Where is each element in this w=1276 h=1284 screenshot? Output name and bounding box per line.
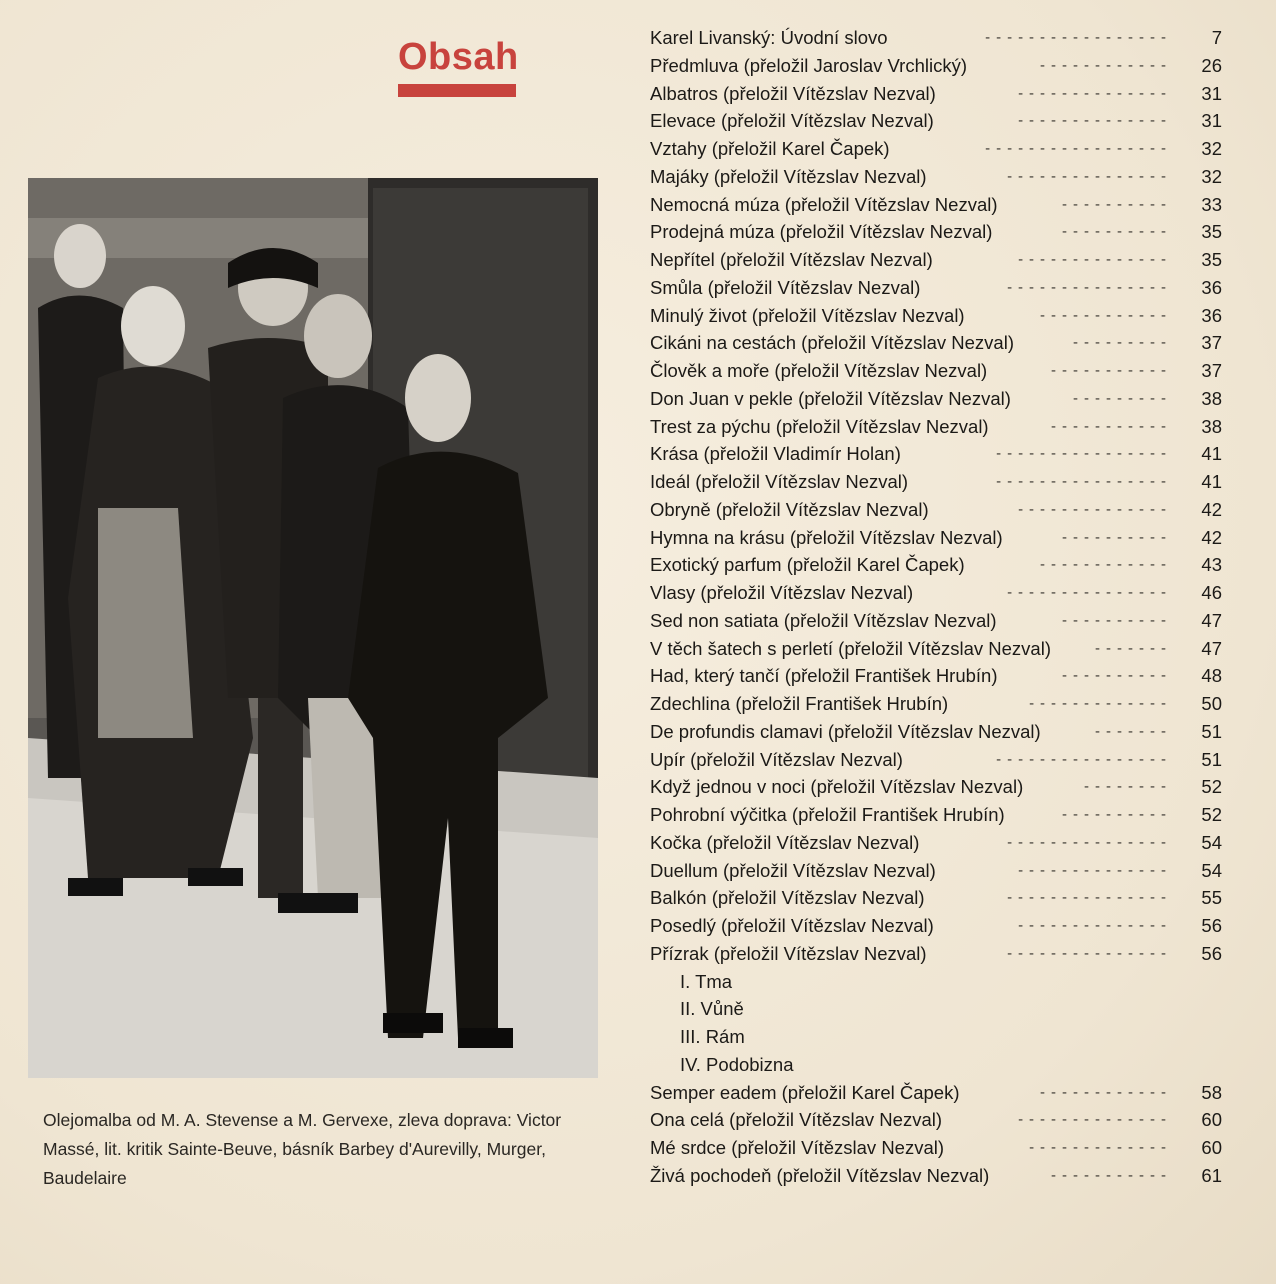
toc-subentry	[650, 1051, 1230, 1079]
toc-leader-dashes: -------------	[1029, 695, 1172, 712]
toc-entry-title: Don Juan v pekle (přeložil Vítězslav Nezval)	[650, 387, 1011, 409]
toc-leader-dashes: ---------	[1073, 334, 1172, 352]
toc-entry-page: 33	[1201, 193, 1222, 215]
toc-entry	[650, 357, 1230, 385]
toc-entry	[650, 1162, 1230, 1190]
toc-leader-dashes: -------------	[1029, 1139, 1172, 1156]
toc-entry-page: 37	[1201, 332, 1222, 354]
toc-leader-dashes: --------------	[1018, 861, 1172, 879]
toc-leader-dashes: ---------------	[1007, 889, 1172, 907]
toc-entry-title: Vlasy (přeložil Vítězslav Nezval)	[650, 582, 914, 603]
toc-leader-dashes: -----------------	[985, 140, 1172, 157]
toc-entry-page: 31	[1201, 82, 1222, 104]
toc-entry	[650, 385, 1230, 413]
toc-entry	[650, 857, 1230, 885]
toc-entry-page: 61	[1201, 1164, 1222, 1186]
toc-entry-title: Elevace (přeložil Vítězslav Nezval)	[650, 110, 934, 132]
toc-entry-title: Ideál (přeložil Vítězslav Nezval)	[650, 471, 909, 492]
toc-entry	[650, 329, 1230, 357]
toc-leader-dashes: ----------	[1062, 667, 1172, 685]
toc-entry-page: 36	[1201, 276, 1222, 298]
toc-entry	[650, 80, 1230, 108]
toc-entry-page: 54	[1201, 859, 1222, 881]
toc-entry-title: Semper eadem (přeložil Karel Čapek)	[650, 1081, 960, 1103]
toc-entry	[650, 135, 1230, 163]
toc-leader-dashes: -------	[1095, 722, 1172, 740]
toc-entry-title: Přízrak (přeložil Vítězslav Nezval)	[650, 942, 927, 964]
toc-entry-title: Balkón (přeložil Vítězslav Nezval)	[650, 887, 925, 909]
toc-entry	[650, 551, 1230, 579]
toc-leader-dashes: ----------------	[996, 445, 1172, 463]
toc-leader-dashes: ---------------	[1007, 278, 1172, 296]
toc-entry-page: 35	[1201, 249, 1222, 270]
toc-entry-page: 56	[1201, 915, 1222, 936]
toc-entry-page: 35	[1201, 221, 1222, 243]
toc-entry	[650, 579, 1230, 607]
toc-leader-dashes: -----------	[1051, 1166, 1172, 1184]
toc-entry	[650, 468, 1230, 496]
toc-entry-page: 52	[1201, 776, 1222, 798]
toc-entry	[650, 496, 1230, 524]
toc-entry	[650, 524, 1230, 552]
toc-entry	[650, 801, 1230, 829]
toc-entry-page: 51	[1201, 748, 1222, 770]
toc-leader-dashes: --------------	[1018, 251, 1172, 268]
toc-entry-title: Člověk a moře (přeložil Vítězslav Nezval)	[650, 360, 988, 381]
toc-entry-title: I. Tma	[680, 970, 733, 992]
toc-leader-dashes: ----------	[1062, 528, 1172, 546]
toc-entry-title: Majáky (přeložil Vítězslav Nezval)	[650, 165, 927, 187]
toc-entry-page: 50	[1201, 693, 1222, 714]
toc-entry-page: 37	[1201, 360, 1222, 381]
toc-leader-dashes: --------------	[1018, 84, 1172, 102]
toc-leader-dashes: --------------	[1018, 112, 1172, 130]
toc-entry	[650, 246, 1230, 274]
toc-entry-title: Exotický parfum (přeložil Karel Čapek)	[650, 554, 965, 576]
toc-entry-title: Mé srdce (přeložil Vítězslav Nezval)	[650, 1137, 945, 1158]
toc-entry	[650, 718, 1230, 746]
toc-entry	[650, 1106, 1230, 1134]
photo-caption: Olejomalba od M. A. Stevense a M. Gervexe, zleva doprava: Victor Massé, lit. kritik Sainte-Beuve, básník Barbey d'Aurevilly, Murger, Baudelaire	[43, 1110, 562, 1188]
painting-photo	[28, 178, 598, 1078]
toc-entry	[650, 746, 1230, 774]
toc-leader-dashes: ------------	[1040, 56, 1172, 74]
toc-entry	[650, 607, 1230, 635]
toc-leader-dashes: -------	[1095, 639, 1172, 657]
toc-entry	[650, 940, 1230, 968]
toc-entry-page: 31	[1201, 110, 1222, 132]
toc-entry-page: 32	[1201, 165, 1222, 187]
toc-entry-title: IV. Podobizna	[680, 1053, 794, 1075]
toc-leader-dashes: ----------	[1062, 223, 1172, 241]
toc-entry	[650, 218, 1230, 246]
toc-entry-page: 47	[1201, 637, 1222, 659]
toc-leader-dashes: -----------	[1051, 417, 1172, 435]
toc-entry-page: 56	[1201, 942, 1222, 964]
toc-entry-page: 38	[1201, 387, 1222, 409]
toc-entry-page: 47	[1201, 609, 1222, 631]
toc-entry-page: 36	[1201, 304, 1222, 326]
toc-entry	[650, 662, 1230, 690]
toc-entry	[650, 635, 1230, 663]
toc-entry	[650, 884, 1230, 912]
toc-entry	[650, 773, 1230, 801]
toc-entry-page: 60	[1201, 1109, 1222, 1131]
toc-entry-page: 41	[1201, 443, 1222, 465]
toc-entry-title: Sed non satiata (přeložil Vítězslav Nezval)	[650, 609, 997, 631]
toc-entry-title: Nemocná múza (přeložil Vítězslav Nezval)	[650, 193, 998, 215]
toc-leader-dashes: ---------------	[1007, 833, 1172, 851]
toc-entry-page: 46	[1201, 582, 1222, 603]
toc-entry-title: Nepřítel (přeložil Vítězslav Nezval)	[650, 249, 933, 270]
toc-entry	[650, 24, 1230, 52]
toc-entry	[650, 1134, 1230, 1162]
toc-entry-title: Karel Livanský: Úvodní slovo	[650, 27, 888, 48]
toc-entry	[650, 191, 1230, 219]
toc-leader-dashes: --------------	[1018, 500, 1172, 518]
toc-entry	[650, 690, 1230, 718]
toc-entry	[650, 829, 1230, 857]
toc-entry	[650, 163, 1230, 191]
toc-entry	[650, 302, 1230, 330]
toc-entry-title: Albatros (přeložil Vítězslav Nezval)	[650, 82, 936, 104]
toc-entry-page: 38	[1201, 415, 1222, 437]
toc-leader-dashes: --------	[1084, 778, 1172, 796]
toc-leader-dashes: ------------	[1040, 306, 1172, 324]
toc-leader-dashes: --------------	[1018, 917, 1172, 934]
toc-entry-title: Krása (přeložil Vladimír Holan)	[650, 443, 901, 465]
toc-entry-title: Živá pochodeň (přeložil Vítězslav Nezval)	[650, 1164, 990, 1186]
toc-entry-page: 32	[1201, 138, 1222, 159]
toc-entry-title: Minulý život (přeložil Vítězslav Nezval)	[650, 304, 965, 326]
toc-entry-title: De profundis clamavi (přeložil Vítězslav Nezval)	[650, 720, 1041, 742]
toc-leader-dashes: -----------------	[985, 29, 1172, 46]
toc-entry	[650, 413, 1230, 441]
toc-leader-dashes: ---------	[1073, 389, 1172, 407]
page-title: Obsah	[398, 36, 519, 78]
toc-leader-dashes: ----------	[1062, 806, 1172, 823]
toc-entry-page: 52	[1201, 804, 1222, 825]
toc-entry	[650, 1079, 1230, 1107]
toc-entry-title: Ona celá (přeložil Vítězslav Nezval)	[650, 1109, 942, 1131]
toc-subentry	[650, 995, 1230, 1023]
toc-leader-dashes: ---------------	[1007, 944, 1172, 962]
toc-entry-page: 55	[1201, 887, 1222, 909]
toc-entry-title: Duellum (přeložil Vítězslav Nezval)	[650, 859, 936, 881]
toc-entry-title: Když jednou v noci (přeložil Vítězslav Nezval)	[650, 776, 1024, 798]
toc-entry-title: Zdechlina (přeložil František Hrubín)	[650, 693, 949, 714]
toc-entry-title: Trest za pýchu (přeložil Vítězslav Nezval)	[650, 415, 989, 437]
toc-entry	[650, 440, 1230, 468]
toc-leader-dashes: ---------------	[1007, 584, 1172, 601]
toc-entry-title: Prodejná múza (přeložil Vítězslav Nezval)	[650, 221, 993, 243]
toc-leader-dashes: --------------	[1018, 1111, 1172, 1129]
toc-subentry	[650, 1023, 1230, 1051]
toc-entry-page: 54	[1201, 831, 1222, 853]
toc-leader-dashes: ---------------	[1007, 167, 1172, 185]
toc-entry-page: 41	[1201, 471, 1222, 492]
toc-entry	[650, 52, 1230, 80]
toc-entry-title: Upír (přeložil Vítězslav Nezval)	[650, 748, 903, 770]
toc-entry-title: V těch šatech s perletí (přeložil Vítězslav Nezval)	[650, 637, 1051, 659]
toc-leader-dashes: ------------	[1040, 556, 1172, 574]
toc-entry-page: 60	[1201, 1137, 1222, 1158]
toc-entry-title: Smůla (přeložil Vítězslav Nezval)	[650, 276, 921, 298]
toc-entry	[650, 912, 1230, 940]
toc-entry-page: 58	[1201, 1081, 1222, 1103]
toc-leader-dashes: ----------------	[996, 473, 1172, 490]
toc-entry-title: Posedlý (přeložil Vítězslav Nezval)	[650, 915, 934, 936]
title-underline-bar	[398, 84, 516, 97]
toc-entry-title: Hymna na krásu (přeložil Vítězslav Nezval)	[650, 526, 1003, 548]
toc-leader-dashes: ----------	[1062, 611, 1172, 629]
toc-entry-page: 26	[1201, 54, 1222, 76]
toc-entry-title: Had, který tančí (přeložil František Hrubín)	[650, 665, 998, 687]
toc-entry	[650, 274, 1230, 302]
toc-entry-page: 51	[1201, 720, 1222, 742]
toc-entry-title: Pohrobní výčitka (přeložil František Hrubín)	[650, 804, 1005, 825]
toc-entry-title: Kočka (přeložil Vítězslav Nezval)	[650, 831, 920, 853]
toc-entry-page: 43	[1201, 554, 1222, 576]
toc-leader-dashes: -----------	[1051, 362, 1172, 379]
toc-entry-title: Předmluva (přeložil Jaroslav Vrchlický)	[650, 54, 967, 76]
toc-entry-title: Obryně (přeložil Vítězslav Nezval)	[650, 498, 929, 520]
toc-entry-title: Cikáni na cestách (přeložil Vítězslav Nezval)	[650, 332, 1014, 354]
toc-leader-dashes: ----------------	[996, 750, 1172, 768]
toc-leader-dashes: ----------	[1062, 195, 1172, 213]
toc-entry-page: 42	[1201, 498, 1222, 520]
toc-leader-dashes: ------------	[1040, 1083, 1172, 1101]
toc-entry-title: II. Vůně	[680, 998, 744, 1020]
toc-entry-title: III. Rám	[680, 1026, 745, 1047]
toc-entry-page: 48	[1201, 665, 1222, 687]
toc-entry	[650, 107, 1230, 135]
toc-entry-title: Vztahy (přeložil Karel Čapek)	[650, 138, 890, 159]
toc-subentry	[650, 968, 1230, 996]
toc-entry-page: 7	[1211, 27, 1222, 48]
table-of-contents	[650, 24, 1230, 1190]
toc-entry-page: 42	[1201, 526, 1222, 548]
